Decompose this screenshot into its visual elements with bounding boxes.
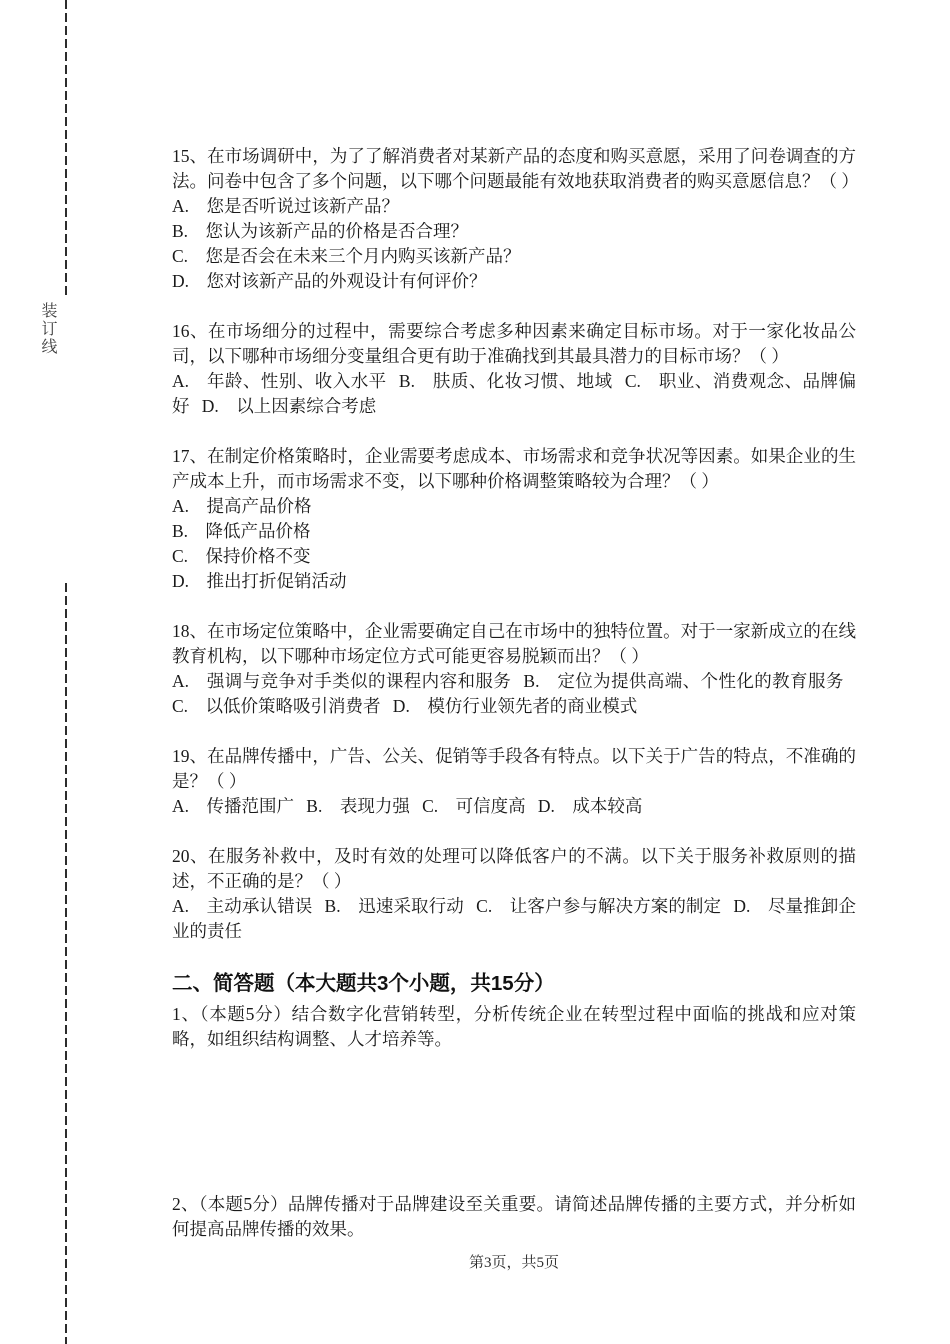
choice-question-15 <box>172 144 859 294</box>
question-option: C. 保持价格不变 <box>172 546 311 566</box>
question-options: A. 传播范围广 B. 表现力强 C. 可信度高 D. 成本较高 <box>172 796 643 816</box>
question-option: B. 您认为该新产品的价格是否合理？ <box>172 221 469 241</box>
choice-question-17 <box>172 444 856 594</box>
short-answer-question-2 <box>172 1192 856 1242</box>
choice-question-19 <box>172 744 856 819</box>
question-option: D. 推出打折促销活动 <box>172 571 347 591</box>
question-text: 2、（本题5分）品牌传播对于品牌建设至关重要。请简述品牌传播的主要方式，并分析如何提高品牌传播的效果。 <box>172 1194 856 1239</box>
question-text: 1、（本题5分）结合数字化营销转型，分析传统企业在转型过程中面临的挑战和应对策略，如组织结构调整、人才培养等。 <box>172 1004 856 1049</box>
question-stem: 15、在市场调研中，为了了解消费者对某新产品的态度和购买意愿，采用了问卷调查的方法。问卷中包含了多个问题，以下哪个问题最能有效地获取消费者的购买意愿信息？（ ） <box>172 146 859 191</box>
binding-line-top <box>65 0 67 295</box>
question-option: D. 您对该新产品的外观设计有何评价？ <box>172 271 487 291</box>
question-stem: 20、在服务补救中，及时有效的处理可以降低客户的不满。以下关于服务补救原则的描述，不正确的是？（ ） <box>172 846 856 891</box>
question-stem: 19、在品牌传播中，广告、公关、促销等手段各有特点。以下关于广告的特点，不准确的是？（ ） <box>172 746 856 791</box>
section-heading: 二、简答题（本大题共3个小题，共15分） <box>172 972 555 995</box>
question-options: A. 主动承认错误 B. 迅速采取行动 C. 让客户参与解决方案的制定 D. 尽量推卸企业的责任 <box>172 896 856 941</box>
question-option: B. 降低产品价格 <box>172 521 311 541</box>
binding-line-label: 装订线 <box>39 302 56 356</box>
choice-question-18 <box>172 619 856 719</box>
question-option: C. 您是否会在未来三个月内购买该新产品？ <box>172 246 521 266</box>
question-options: A. 年龄、性别、收入水平 B. 肤质、化妆习惯、地域 C. 职业、消费观念、品牌偏好 D. 以上因素综合考虑 <box>172 371 856 416</box>
question-stem: 18、在市场定位策略中，企业需要确定自己在市场中的独特位置。对于一家新成立的在线教育机构，以下哪种市场定位方式可能更容易脱颖而出？（ ） <box>172 621 856 666</box>
exam-content <box>172 144 859 1242</box>
question-stem: 17、在制定价格策略时，企业需要考虑成本、市场需求和竞争状况等因素。如果企业的生产成本上升，而市场需求不变，以下哪种价格调整策略较为合理？（ ） <box>172 446 856 491</box>
question-options: A. 强调与竞争对手类似的课程内容和服务 B. 定位为提供高端、个性化的教育服务 C. 以低价策略吸引消费者 D. 模仿行业领先者的商业模式 <box>172 671 856 716</box>
binding-line-bottom <box>65 583 67 1344</box>
page-footer: 第3页，共5页 <box>468 1255 559 1271</box>
question-stem: 16、在市场细分的过程中，需要综合考虑多种因素来确定目标市场。对于一家化妆品公司，以下哪种市场细分变量组合更有助于准确找到其最具潜力的目标市场？（ ） <box>172 321 856 366</box>
choice-question-16 <box>172 319 856 419</box>
short-answer-question-1 <box>172 1002 856 1052</box>
choice-question-20 <box>172 844 856 944</box>
question-option: A. 提高产品价格 <box>172 496 312 516</box>
question-option: A. 您是否听说过该新产品？ <box>172 196 400 216</box>
